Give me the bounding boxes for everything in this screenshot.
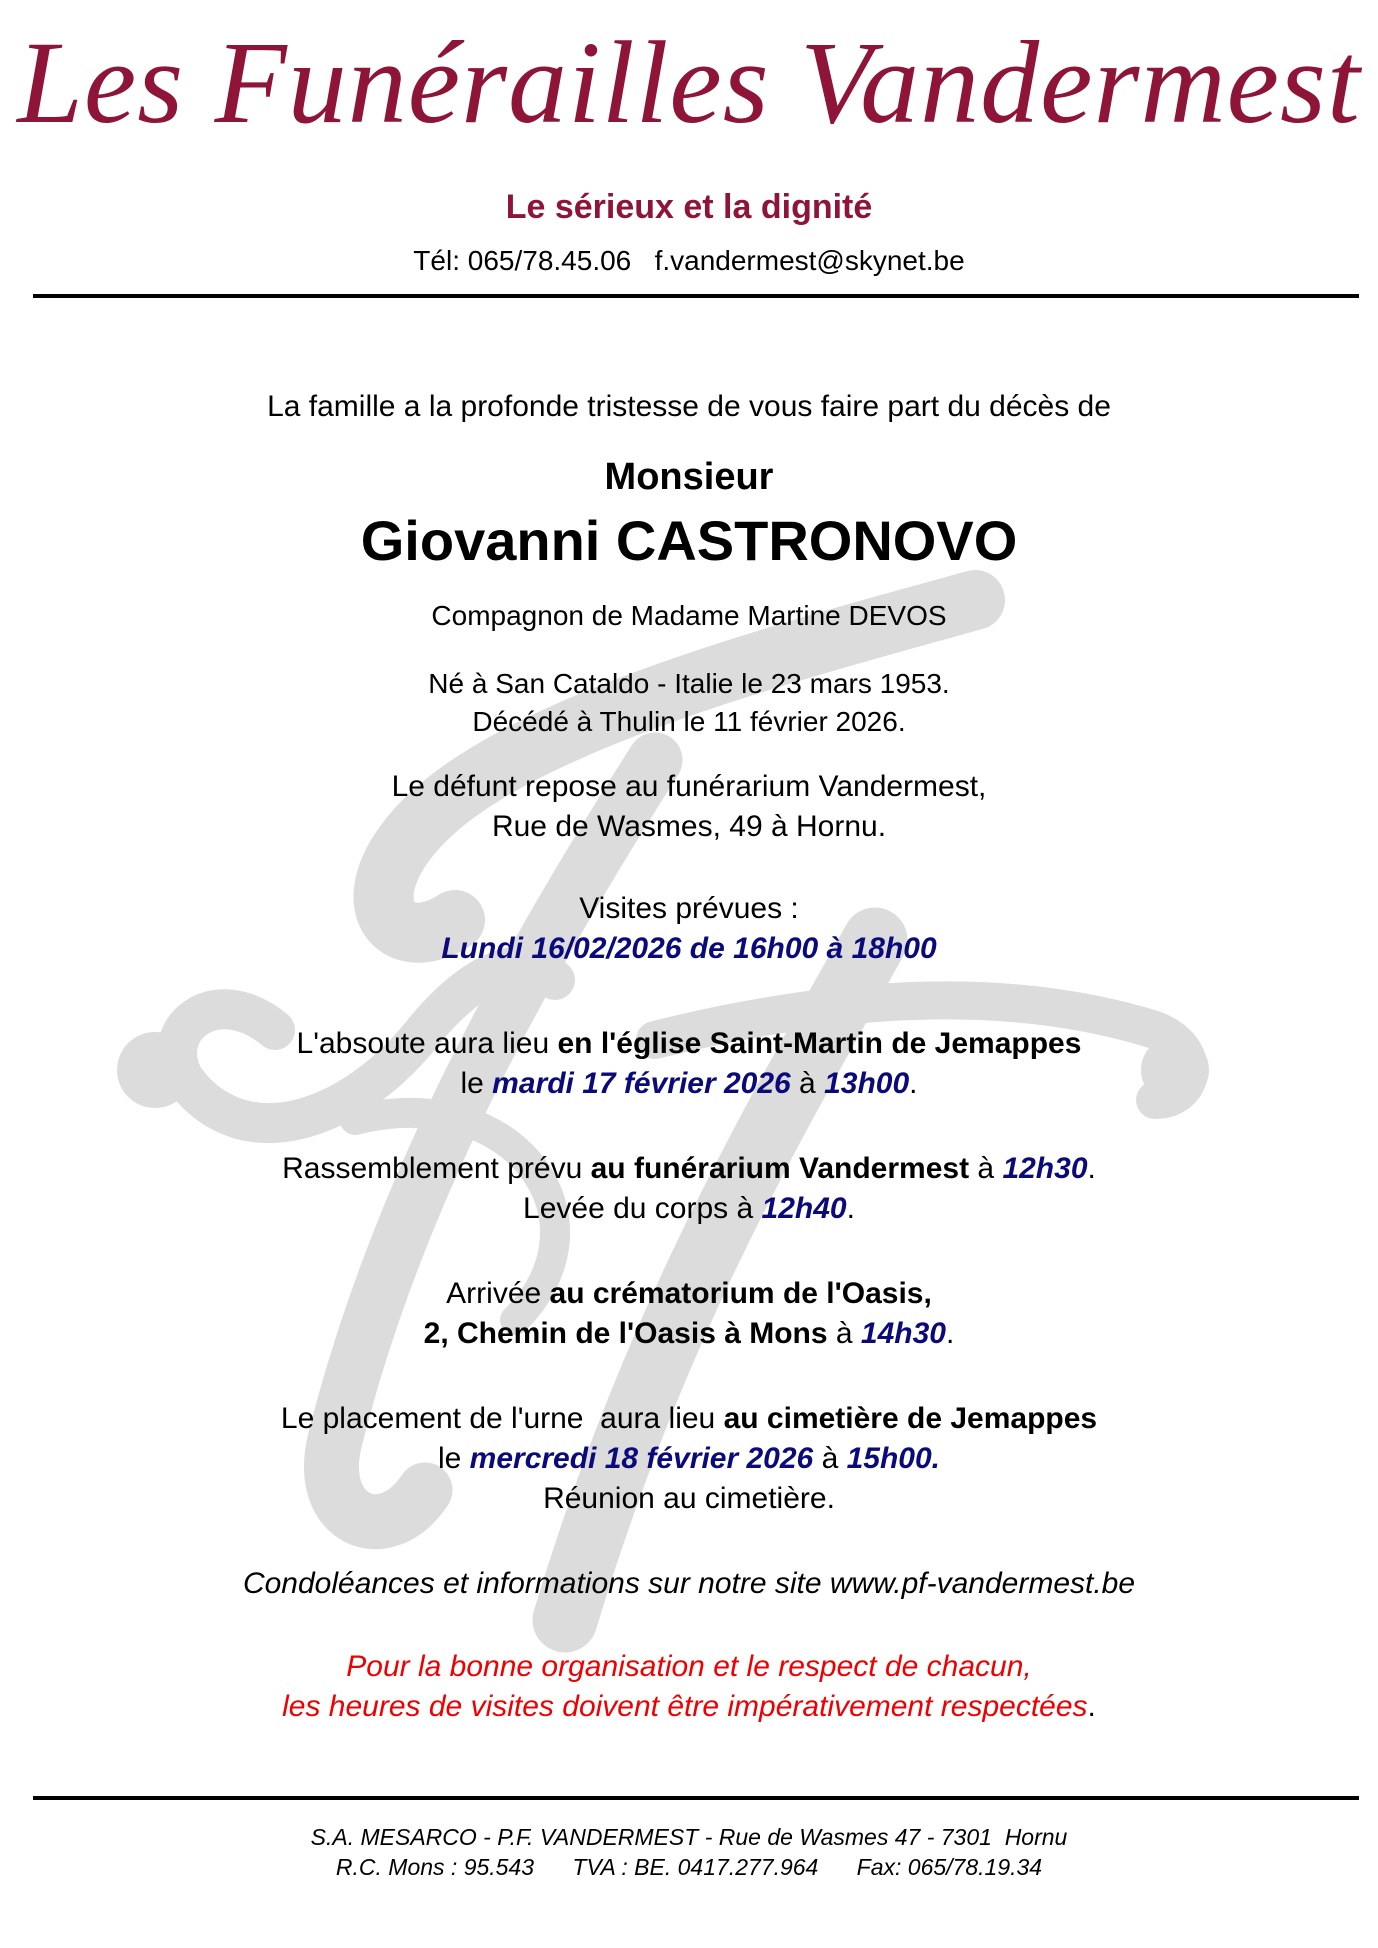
urn-meeting: Réunion au cimetière.: [543, 1482, 835, 1515]
birth-info: Né à San Cataldo - Italie le 23 mars 1953.: [428, 668, 950, 699]
levee-prefix: Levée du corps à: [523, 1192, 762, 1225]
levee-line: [0, 1190, 1378, 1228]
urn-le: le: [437, 1442, 470, 1475]
absoute-date: mardi 17 février 2026: [492, 1067, 791, 1100]
notice-line-2: [0, 1688, 1378, 1726]
absoute-line-2: [0, 1065, 1378, 1103]
gathering-time: 12h30: [1002, 1152, 1088, 1185]
visits-schedule: Lundi 16/02/2026 de 16h00 à 18h00: [441, 932, 937, 965]
arrival-time: 14h30: [860, 1317, 946, 1350]
urn-time: 15h00.: [846, 1442, 941, 1475]
rest-location-line-2: Rue de Wasmes, 49 à Hornu.: [491, 810, 887, 843]
notice-line-1: Pour la bonne organisation et le respect de chacun,: [346, 1650, 1032, 1683]
gathering-end: .: [1087, 1152, 1096, 1185]
urn-a: à: [813, 1442, 847, 1475]
urn-prefix: Le placement de l'urne aura lieu: [280, 1402, 724, 1435]
footer-company: S.A. MESARCO - P.F. VANDERMEST - Rue de Wasmes 47 - 7301 Hornu: [310, 1824, 1068, 1850]
absoute-a: à: [790, 1067, 825, 1100]
gathering-prefix: Rassemblement prévu: [282, 1152, 591, 1185]
gathering-line: [0, 1150, 1378, 1188]
rest-location-line-1: Le défunt repose au funérarium Vandermest,: [391, 770, 987, 803]
levee-time: 12h40: [761, 1192, 847, 1225]
arrival-address: 2, Chemin de l'Oasis à Mons: [423, 1317, 828, 1350]
honorific: Monsieur: [604, 456, 774, 498]
arrival-end: .: [946, 1317, 955, 1350]
absoute-time: 13h00: [824, 1067, 910, 1100]
footer-divider: [33, 1796, 1359, 1800]
urn-place: au cimetière de Jemappes: [723, 1402, 1098, 1435]
absoute-end: .: [909, 1067, 918, 1100]
absoute-line-1: [0, 1025, 1378, 1063]
absoute-le: le: [460, 1067, 493, 1100]
contact-line: Tél: 065/78.45.06 f.vandermest@skynet.be: [413, 245, 965, 276]
arrival-a: à: [827, 1317, 861, 1350]
death-info: Décédé à Thulin le 11 février 2026.: [472, 706, 906, 737]
urn-line-2: [0, 1440, 1378, 1478]
brand-title: Les Funérailles Vandermest: [17, 17, 1361, 148]
absoute-place: en l'église Saint-Martin de Jemappes: [557, 1027, 1082, 1060]
gathering-place: au funérarium Vandermest: [590, 1152, 970, 1185]
footer: [0, 1822, 1378, 1882]
arrival-place: au crématorium de l'Oasis,: [549, 1277, 932, 1310]
notice-text: les heures de visites doivent être impérativement respectées: [282, 1690, 1088, 1723]
notice-end: .: [1087, 1690, 1096, 1723]
condolences-text: Condoléances et informations sur notre site www.pf-vandermest.be: [242, 1567, 1136, 1600]
levee-end: .: [846, 1192, 855, 1225]
footer-registration: R.C. Mons : 95.543 TVA : BE. 0417.277.964 Fax: 065/78.19.34: [335, 1854, 1043, 1880]
gathering-a: à: [969, 1152, 1003, 1185]
arrival-prefix: Arrivée: [446, 1277, 550, 1310]
companion-text: Compagnon de Madame Martine DEVOS: [431, 600, 947, 631]
deceased-name: Giovanni CASTRONOVO: [360, 509, 1018, 572]
visits-label: Visites prévues :: [579, 892, 799, 925]
arrival-line-2: [0, 1315, 1378, 1353]
tagline: Le sérieux et la dignité: [505, 188, 873, 226]
absoute-prefix: L'absoute aura lieu: [296, 1027, 558, 1060]
arrival-line-1: [0, 1275, 1378, 1313]
header-divider: [33, 294, 1359, 298]
intro-text: La famille a la profonde tristesse de vous faire part du décès de: [267, 390, 1111, 423]
urn-date: mercredi 18 février 2026: [469, 1442, 814, 1475]
urn-line-1: [0, 1400, 1378, 1438]
